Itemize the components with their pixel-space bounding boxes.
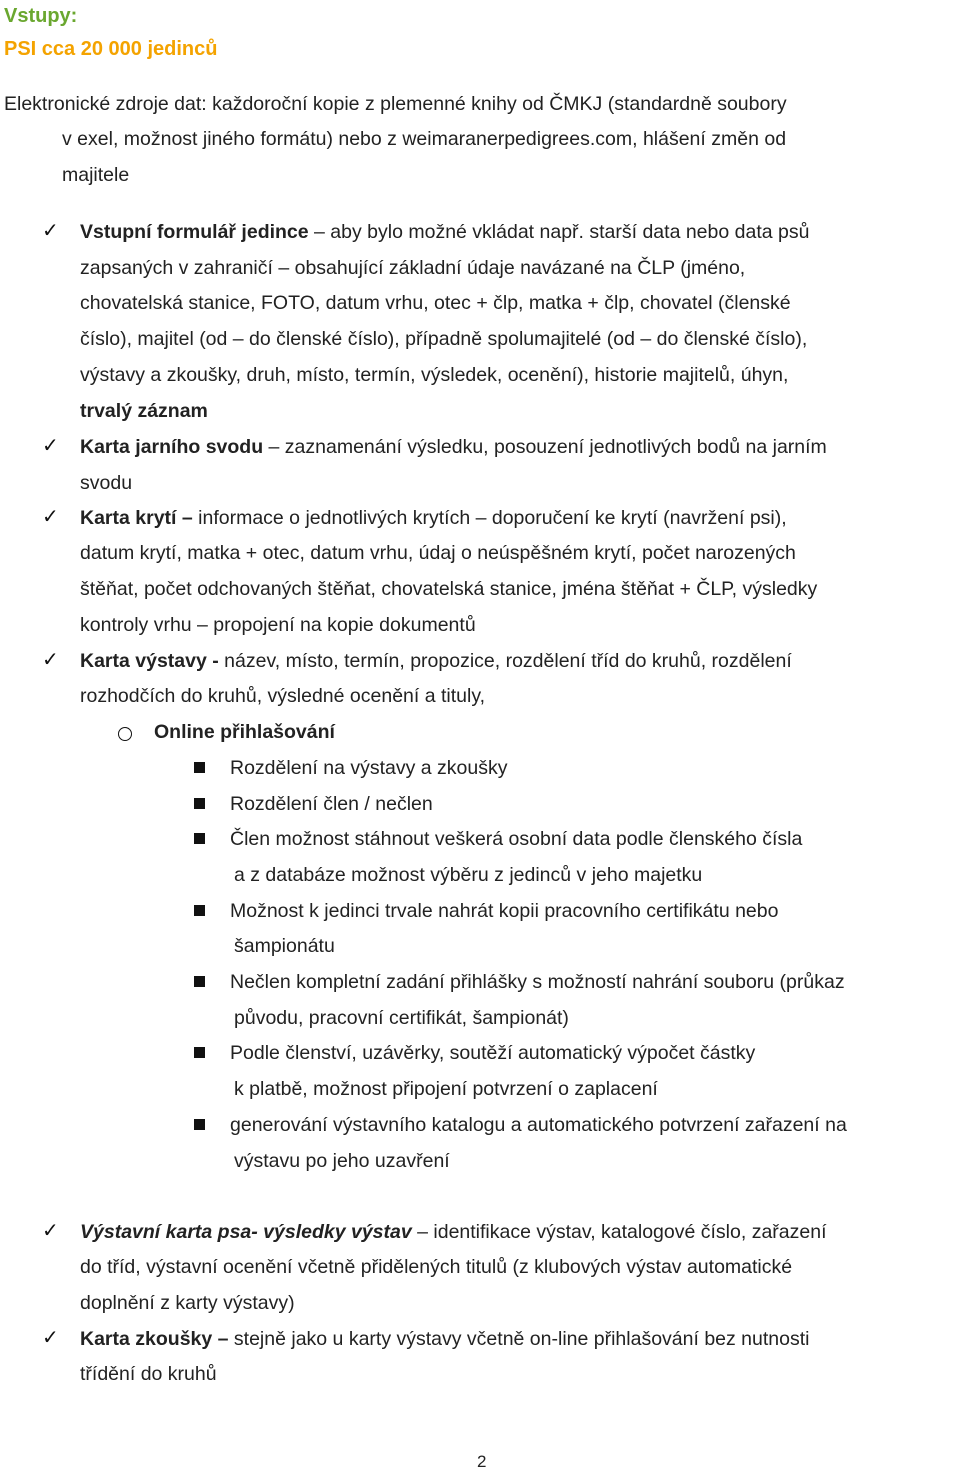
- checkmark-icon: ✓: [42, 1220, 59, 1242]
- bullet-text: název, místo, termín, propozice, rozdělení tříd do kruhů, rozdělení: [218, 650, 792, 672]
- square-bullet-icon: [194, 1047, 205, 1058]
- bullet-text: datum krytí, matka + otec, datum vrhu, údaj o neúspěšném krytí, počet narozených: [80, 542, 796, 564]
- bullet-karta-vystavy: [80, 652, 792, 672]
- checkmark-icon: ✓: [42, 506, 59, 528]
- bullet-title: Karta krytí –: [80, 507, 193, 529]
- checkmark-icon: ✓: [42, 435, 59, 457]
- online-item-continued: a z databáze možnost výběru z jedinců v jeho majetku: [234, 864, 703, 886]
- bullet-title: Karta jarního svodu: [80, 436, 264, 458]
- bullet-karta-zkousky: [80, 1330, 809, 1350]
- bullet-title: Karta výstavy -: [80, 650, 219, 672]
- online-item: Podle členství, uzávěrky, soutěží automatický výpočet částky: [230, 1042, 756, 1064]
- checkmark-icon: ✓: [42, 649, 59, 671]
- bullet-karta-jarniho-svodu: [80, 438, 827, 458]
- intro-line: v exel, možnost jiného formátu) nebo z weimaranerpedigrees.com, hlášení změn od: [62, 128, 787, 150]
- bullet-text: výstavy a zkoušky, druh, místo, termín, výsledek, ocenění), historie majitelů, úhyn,: [80, 364, 789, 386]
- online-item-continued: k platbě, možnost připojení potvrzení o zaplacení: [234, 1078, 658, 1100]
- bullet-title: Vstupní formulář jedince: [80, 221, 309, 243]
- intro-line: Elektronické zdroje dat: každoroční kopie z plemenné knihy od ČMKJ (standardně soubory: [4, 93, 787, 115]
- online-item: generování výstavního katalogu a automatického potvrzení zařazení na: [230, 1114, 847, 1136]
- section-subtitle: PSI cca 20 000 jedinců: [4, 38, 218, 60]
- bullet-text: doplnění z karty výstavy): [80, 1292, 295, 1314]
- bullet-title: Karta zkoušky –: [80, 1328, 229, 1350]
- online-prihlasovani-label: Online přihlašování: [154, 721, 335, 743]
- bullet-text: – aby bylo možné vkládat např. starší data nebo data psů: [308, 221, 810, 243]
- square-bullet-icon: [194, 905, 205, 916]
- online-item: Nečlen kompletní zadání přihlášky s možností nahrání souboru (průkaz: [230, 971, 845, 993]
- square-bullet-icon: [194, 833, 205, 844]
- bullet-title: Výstavní karta psa- výsledky výstav: [80, 1221, 412, 1243]
- bullet-text: číslo), majitel (od – do členské číslo), případně spolumajitelé (od – do členské číslo),: [80, 328, 808, 350]
- square-bullet-icon: [194, 798, 205, 809]
- bullet-text: třídění do kruhů: [80, 1363, 217, 1385]
- bullet-text: – identifikace výstav, katalogové číslo, zařazení: [411, 1221, 827, 1243]
- bullet-karta-kryti: [80, 509, 787, 529]
- online-item: Člen možnost stáhnout veškerá osobní data podle členského čísla: [230, 828, 803, 850]
- intro-line: majitele: [62, 164, 130, 186]
- bullet-text: stejně jako u karty výstavy včetně on-line přihlašování bez nutnosti: [228, 1328, 810, 1350]
- bullet-text: – zaznamenání výsledku, posouzení jednotlivých bodů na jarním: [263, 436, 827, 458]
- square-bullet-icon: [194, 762, 205, 773]
- online-item: Možnost k jedinci trvale nahrát kopii pracovního certifikátu nebo: [230, 900, 779, 922]
- checkmark-icon: ✓: [42, 220, 59, 242]
- square-bullet-icon: [194, 976, 205, 987]
- bullet-text: do tříd, výstavní ocenění včetně přidělených titulů (z klubových výstav automatické: [80, 1256, 793, 1278]
- page-number: 2: [477, 1452, 487, 1471]
- bullet-text: štěňat, počet odchovaných štěňat, chovatelská stanice, jména štěňat + ČLP, výsledky: [80, 578, 818, 600]
- bullet-text: rozhodčích do kruhů, výsledné ocenění a tituly,: [80, 685, 486, 707]
- online-item-continued: výstavu po jeho uzavření: [234, 1150, 450, 1172]
- circle-bullet-icon: [118, 727, 132, 741]
- square-bullet-icon: [194, 1119, 205, 1130]
- checkmark-icon: ✓: [42, 1327, 59, 1349]
- bullet-text: svodu: [80, 472, 133, 494]
- bullet-text: kontroly vrhu – propojení na kopie dokumentů: [80, 614, 476, 636]
- bullet-text: chovatelská stanice, FOTO, datum vrhu, otec + člp, matka + člp, chovatel (členské: [80, 292, 791, 314]
- section-title: Vstupy:: [4, 5, 78, 27]
- online-item-continued: šampionátu: [234, 935, 335, 957]
- bullet-text: trvalý záznam: [80, 400, 208, 422]
- online-item-continued: původu, pracovní certifikát, šampionát): [234, 1007, 569, 1029]
- bullet-text: zapsaných v zahraničí – obsahující základní údaje navázané na ČLP (jméno,: [80, 257, 746, 279]
- bullet-vstupni-formular: [80, 223, 809, 243]
- online-item: Rozdělení na výstavy a zkoušky: [230, 757, 508, 779]
- bullet-vystavni-karta: [80, 1223, 826, 1243]
- bullet-text: informace o jednotlivých krytích – doporučení ke krytí (navržení psi),: [192, 507, 787, 529]
- online-item: Rozdělení člen / nečlen: [230, 793, 433, 815]
